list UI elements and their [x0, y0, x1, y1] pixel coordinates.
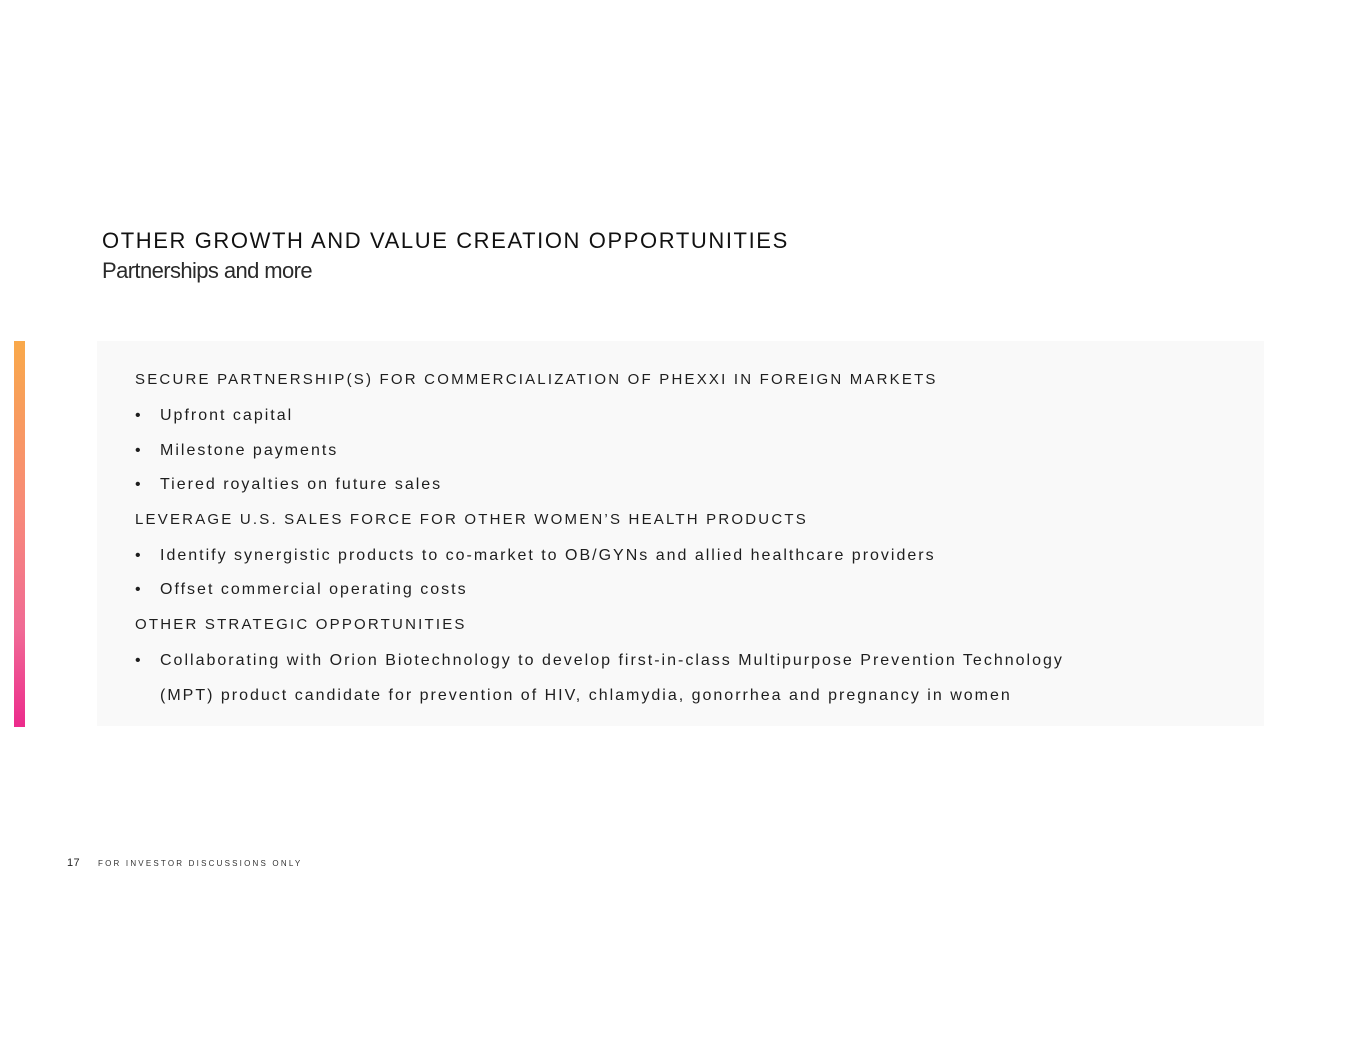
section-heading-partnerships: SECURE PARTNERSHIP(S) FOR COMMERCIALIZATION OF PHEXXI IN FOREIGN MARKETS: [135, 371, 938, 388]
footer-disclaimer: FOR INVESTOR DISCUSSIONS ONLY: [98, 859, 303, 868]
bullet-icon: •: [135, 476, 141, 493]
bullet-item: [135, 650, 1064, 672]
bullet-text: Collaborating with Orion Biotechnology to develop first-in-class Multipurpose Prevention Technology: [160, 652, 1064, 669]
accent-gradient-bar: [14, 341, 25, 727]
bullet-text: Tiered royalties on future sales: [160, 476, 443, 493]
bullet-text: Offset commercial operating costs: [160, 581, 468, 598]
bullet-item: [135, 440, 338, 462]
bullet-item: [135, 579, 468, 601]
slide-subtitle: Partnerships and more: [102, 258, 312, 283]
bullet-item: [135, 545, 936, 567]
section-heading-sales-force: LEVERAGE U.S. SALES FORCE FOR OTHER WOMEN’S HEALTH PRODUCTS: [135, 511, 808, 528]
bullet-text: Upfront capital: [160, 407, 294, 424]
bullet-icon: •: [135, 581, 141, 598]
bullet-item: [135, 405, 293, 427]
bullet-text: Identify synergistic products to co-market to OB/GYNs and allied healthcare providers: [160, 547, 936, 564]
bullet-icon: •: [135, 442, 141, 459]
bullet-icon: •: [135, 407, 141, 424]
bullet-icon: •: [135, 547, 141, 564]
bullet-icon: •: [135, 652, 141, 669]
content-panel: [97, 341, 1264, 726]
section-heading-strategic: OTHER STRATEGIC OPPORTUNITIES: [135, 616, 467, 633]
bullet-continuation-text: (MPT) product candidate for prevention of HIV, chlamydia, gonorrhea and pregnancy in women: [160, 687, 1012, 704]
slide-title: OTHER GROWTH AND VALUE CREATION OPPORTUNITIES: [102, 228, 789, 253]
page-number: 17: [67, 857, 81, 869]
bullet-item: [135, 474, 442, 496]
bullet-text: Milestone payments: [160, 442, 339, 459]
